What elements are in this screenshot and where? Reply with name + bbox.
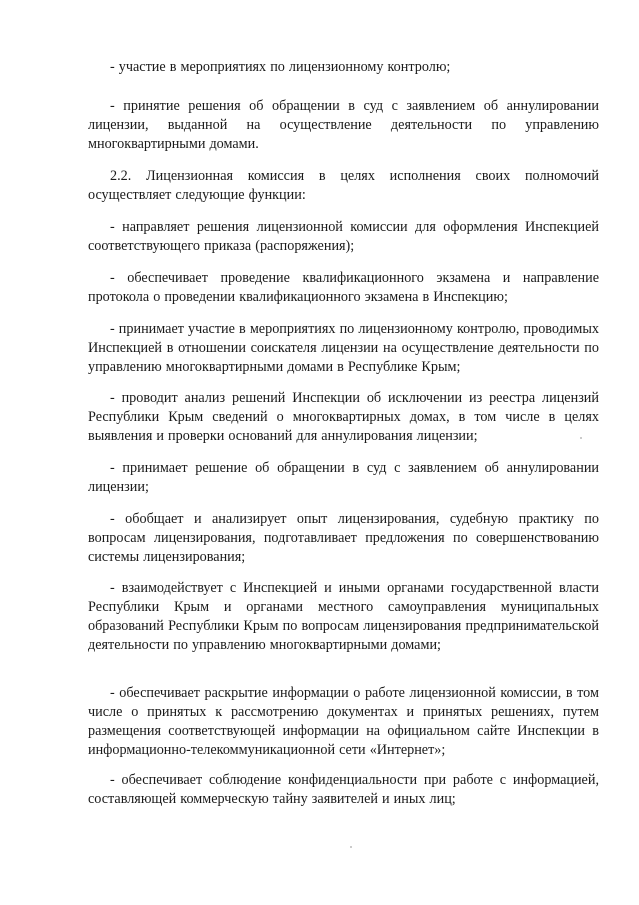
scan-speck: [350, 846, 352, 848]
paragraph-7-text: - проводит анализ решений Инспекции об исключении из реестра лицензий Республики Крым сведений о многоквартирных домах, в том числе в целях выявления и проверки оснований для аннулирования лицензии;: [88, 390, 599, 444]
paragraph-1: [88, 58, 599, 77]
paragraph-2-text: - принятие решения об обращении в суд с заявлением об аннулировании лицензии, выданной на осуществление деятельности по управлению многоквартирными домами.: [88, 98, 599, 152]
paragraph-11-text: - обеспечивает раскрытие информации о работе лицензионной комиссии, в том числе о принятых к рассмотрению документах и принятых решениях, путем размещения соответствующей информации на официальном сайте Инспекции в информационно-телекоммуникационной сети «Интернет»;: [88, 685, 599, 758]
paragraph-12: [88, 771, 599, 809]
paragraph-6: [88, 320, 599, 377]
paragraph-4: [88, 218, 599, 256]
paragraph-3: [88, 167, 599, 205]
paragraph-2: [88, 97, 599, 154]
paragraph-11: [88, 684, 599, 760]
paragraph-10: [88, 579, 599, 655]
paragraph-1-text: - участие в мероприятиях по лицензионному контролю;: [110, 59, 451, 75]
paragraph-5: [88, 269, 599, 307]
paragraph-12-text: - обеспечивает соблюдение конфиденциальности при работе с информацией, составляющей коммерческую тайну заявителей и иных лиц;: [88, 772, 599, 807]
scan-speck: [580, 437, 582, 439]
paragraph-8-text: - принимает решение об обращении в суд с заявлением об аннулировании лицензии;: [88, 460, 599, 495]
paragraph-9-text: - обобщает и анализирует опыт лицензирования, судебную практику по вопросам лицензирования, подготавливает предложения по совершенствованию системы лицензирования;: [88, 511, 599, 565]
paragraph-6-text: - принимает участие в мероприятиях по лицензионному контролю, проводимых Инспекцией в отношении соискателя лицензии на осуществление деятельности по управлению многоквартирными домами в Республике Крым;: [88, 321, 599, 375]
paragraph-5-text: - обеспечивает проведение квалификационного экзамена и направление протокола о проведении квалификационного экзамена в Инспекцию;: [88, 270, 599, 305]
paragraph-8: [88, 459, 599, 497]
paragraph-3-text: 2.2. Лицензионная комиссия в целях исполнения своих полномочий осуществляет следующие функции:: [88, 168, 599, 203]
paragraph-9: [88, 510, 599, 567]
paragraph-4-text: - направляет решения лицензионной комиссии для оформления Инспекцией соответствующего приказа (распоряжения);: [88, 219, 599, 254]
paragraph-7: [88, 389, 599, 446]
paragraph-10-text: - взаимодействует с Инспекцией и иными органами государственной власти Республики Крым и органами местного самоуправления муниципальных образований Республики Крым по вопросам лицензирования предпринимательской деятельности по управлению многоквартирными домами;: [88, 580, 599, 653]
